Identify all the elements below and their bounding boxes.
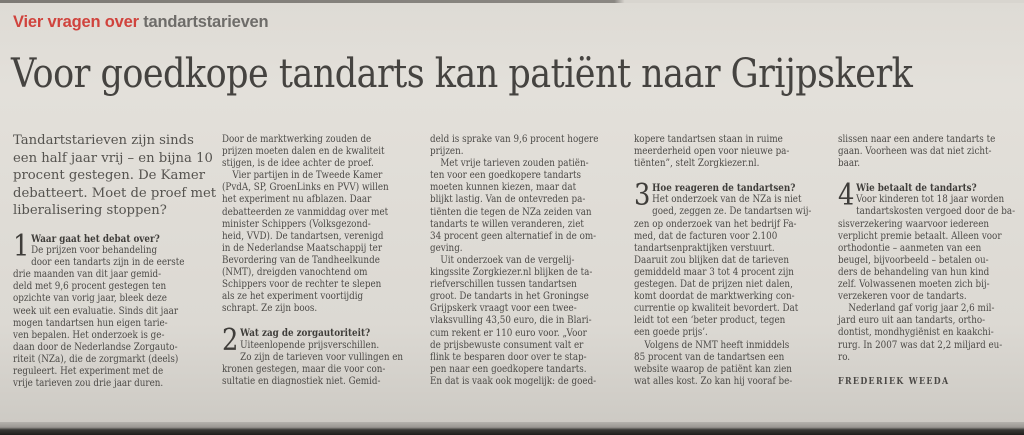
text-line: gemiddeld maar 3 tot 4 procent zijn (634, 266, 794, 278)
column-1 (13, 133, 217, 390)
text-line: Met vrije tarieven zouden patiën- (440, 158, 589, 170)
text-line: Uiteenlopende prijsverschillen. (240, 339, 380, 351)
text-line: deld is sprake van 9,6 procent hogere (430, 134, 599, 145)
column-5 (838, 134, 1024, 388)
text-line: minister Schippers (Volksgezond- (222, 218, 371, 230)
text-line: baar. (838, 158, 861, 170)
kicker-highlight: Vier vragen over (13, 13, 139, 31)
text-line: Volgens de NMT heeft inmiddels (644, 339, 790, 351)
text-line: Zo zijn de tarieven voor vullingen en (240, 351, 404, 363)
text-line: heid, VVD). De tandartsen, verenigd (222, 230, 384, 242)
section-3 (634, 178, 828, 388)
text-line: zen op onderzoek van het bedrijf Fa- (634, 218, 797, 230)
section-number: 4 (838, 178, 855, 214)
text-line: currentie op kwaliteit bevordert. Dat (634, 303, 799, 315)
text-line: mogen tandartsen hun eigen tarie- (13, 317, 168, 329)
text-line: gestegen. Dat de prijzen niet dalen, (634, 279, 793, 291)
text-line: sultatie en diagnostiek niet. Gemid- (222, 375, 381, 387)
text-line: als ze het experiment voortijdig (222, 291, 364, 303)
section-1 (13, 228, 185, 390)
text-line: verzekeren voor de tandarts. (838, 291, 967, 303)
text-line: 85 procent van de tandartsen een (634, 351, 785, 363)
text-line: vlaksvulling 43,50 euro, die in Blari- (430, 315, 592, 327)
text-line: website waarop de patiënt kan zien (634, 363, 792, 375)
text-line: opzichte van vorig jaar, bleek deze (13, 293, 167, 305)
text-line: flink te besparen door over te stap- (430, 351, 587, 363)
text-line: debatteerden ze vanmiddag over met (222, 206, 389, 218)
intro-line: debatteert. Moet de proef met (13, 185, 217, 201)
section-number: 3 (634, 178, 651, 214)
text-line: ten voor een goedkopere tandarts (430, 170, 582, 182)
intro-line: een half jaar vrij – en bijna 10 (13, 150, 213, 166)
column-3 (430, 134, 628, 388)
byline: FREDERIEK WEEDA (838, 375, 950, 387)
section-4 (838, 178, 1024, 363)
text-line: med, dat de facturen voor 2.100 (634, 230, 778, 242)
text-line: meerderheid open voor nieuwe pa- (634, 146, 790, 158)
section-number: 1 (13, 228, 30, 264)
text-line: 34 procent geen alternatief in de om- (430, 230, 597, 242)
section-question: Wie betaalt de tandarts? (856, 182, 977, 195)
text-line: Daaruit zou blijken dat de tarieven (634, 254, 790, 266)
text-line: Het onderzoek van de NZa is niet (652, 194, 802, 206)
text-line: daan door de Nederlandse Zorgauto- (13, 341, 178, 353)
text-line: het experiment nu afblazen. Daar (222, 194, 372, 206)
section-2 (222, 323, 424, 387)
text-line: Vier partijen in de Tweede Kamer (232, 170, 383, 182)
text-line: riteit (NZa), die de zorgmarkt (deels) (13, 353, 179, 365)
text-line: Bevordering van de Tandheelkunde (222, 254, 380, 266)
text-line: gaan. Voorheen was dat niet zicht- (838, 146, 992, 158)
text-line: kopere tandartsen staan in ruime (634, 134, 783, 145)
text-line: geving. (430, 242, 463, 254)
text-line: week uit een evaluatie. Sinds dit jaar (13, 305, 179, 317)
text-line: orthodontie – aanmeten van een (838, 242, 982, 254)
text-line: kronen gestegen, maar die voor con- (222, 363, 386, 375)
text-line: rurg. In 2007 was dat 2,2 miljard eu- (838, 339, 1003, 351)
column-2 (222, 134, 424, 388)
text-line: blijkt lastig. Van de ontevreden pa- (430, 194, 586, 206)
section-question: Waar gaat het debat over? (31, 232, 160, 245)
text-line: tiënten die tegen de NZa zeiden van (430, 206, 592, 218)
section-question: Hoe reageren de tandartsen? (652, 182, 796, 195)
text-line: ders de behandeling van hun kind (838, 266, 990, 278)
headline: Voor goedkope tandarts kan patiënt naar Grijpskerk (11, 51, 913, 97)
text-line: De prijzen voor behandeling (31, 245, 158, 257)
intro (13, 132, 217, 220)
text-line: stijgen, is de idee achter de proef. (222, 158, 374, 170)
text-line: Grijpskerk vraagt voor een twee- (430, 303, 577, 315)
text-line: beugel, bijvoorbeeld – betalen ou- (838, 254, 989, 266)
text-line: cum rekent er 110 euro voor. „Voor (430, 327, 587, 339)
text-line: jard euro uit aan tandarts, ortho- (838, 315, 986, 327)
photo-bottom-edge (0, 422, 1024, 435)
text-line: komt doordat de marktwerking con- (634, 291, 795, 303)
text-line: pen naar een goedkopere tandarts. (430, 363, 587, 375)
text-line: prijzen. (430, 146, 464, 158)
text-line: een goede prijs’. (634, 327, 708, 339)
text-line: deld met 9,6 procent gestegen ten (13, 281, 167, 293)
text-line: Uit onderzoek van de vergelij- (440, 254, 575, 266)
text-line: slissen naar een andere tandarts te (838, 134, 996, 145)
text-line: de prijsbewuste consument valt er (430, 339, 584, 351)
text-line: verplicht premie betaalt. Alleen voor (838, 230, 1002, 242)
text-line: tandarts te willen veranderen, ziet (430, 218, 584, 230)
text-line: (NMT), dreigden vanochtend om (222, 267, 368, 279)
text-line: Nederland gaf vorig jaar 2,6 mil- (848, 303, 995, 315)
text-line: vrije tarieven zou drie jaar duren. (13, 378, 164, 390)
text-line: (PvdA, SP, GroenLinks en PVV) willen (222, 182, 389, 194)
text-line: groot. De tandarts in het Groningse (430, 291, 589, 303)
text-line: kingssite Zorgkiezer.nl blijken de ta- (430, 267, 593, 279)
text-line: tiënten”, stelt Zorgkiezer.nl. (634, 158, 760, 170)
kicker-topic: tandartstarieven (143, 13, 269, 31)
kicker (13, 13, 268, 32)
text-line: wat alles kost. Zo kan hij vooraf be- (634, 375, 793, 387)
section-number: 2 (222, 323, 239, 359)
column-4 (634, 134, 828, 388)
intro-line: liberalisering stoppen? (13, 203, 167, 219)
intro-line: procent gestegen. De Kamer (13, 168, 205, 184)
text-line: door een tandarts zijn in de eerste (31, 257, 185, 269)
newspaper-page (0, 3, 1024, 430)
text-line: tandartsenpraktijken verstuurt. (634, 242, 775, 254)
text-line: Door de marktwerking zouden de (222, 134, 372, 145)
text-line: reguleert. Het experiment met de (13, 366, 164, 377)
text-line: tandartskosten vergoed door de ba- (856, 206, 1016, 218)
text-line: prijzen moeten dalen en de kwaliteit (222, 146, 385, 158)
text-line: moeten kunnen kiezen, maar dat (430, 182, 577, 194)
text-line: ven bepalen. Het onderzoek is ge- (13, 329, 165, 341)
text-line: En dat is vaak ook mogelijk: de goed- (430, 375, 597, 387)
text-line: drie maanden van dit jaar gemid- (13, 269, 162, 281)
text-line: dontist, mondhygiënist en kaakchi- (838, 327, 994, 339)
intro-line: Tandartstarieven zijn sinds (13, 133, 194, 148)
text-line: zelf. Volwassenen moeten zich bij- (838, 279, 990, 291)
text-line: leidt tot een ‘beter product, tegen (634, 315, 786, 327)
text-line: goed, zeggen ze. De tandartsen wij- (652, 206, 812, 218)
text-line: riefverschillen tussen tandartsen (430, 279, 577, 291)
text-line: Voor kinderen tot 18 jaar worden (856, 194, 1005, 206)
text-line: schrapt. Ze zijn boos. (222, 303, 318, 315)
text-line: Schippers voor de rechter te slepen (222, 279, 382, 291)
section-question: Wat zag de zorgautoriteit? (240, 327, 371, 340)
text-line: in de Nederlandse Maatschappij ter (222, 242, 383, 254)
text-line: sisverzekering waarvoor iedereen (838, 218, 990, 230)
text-line: ro. (838, 351, 851, 363)
